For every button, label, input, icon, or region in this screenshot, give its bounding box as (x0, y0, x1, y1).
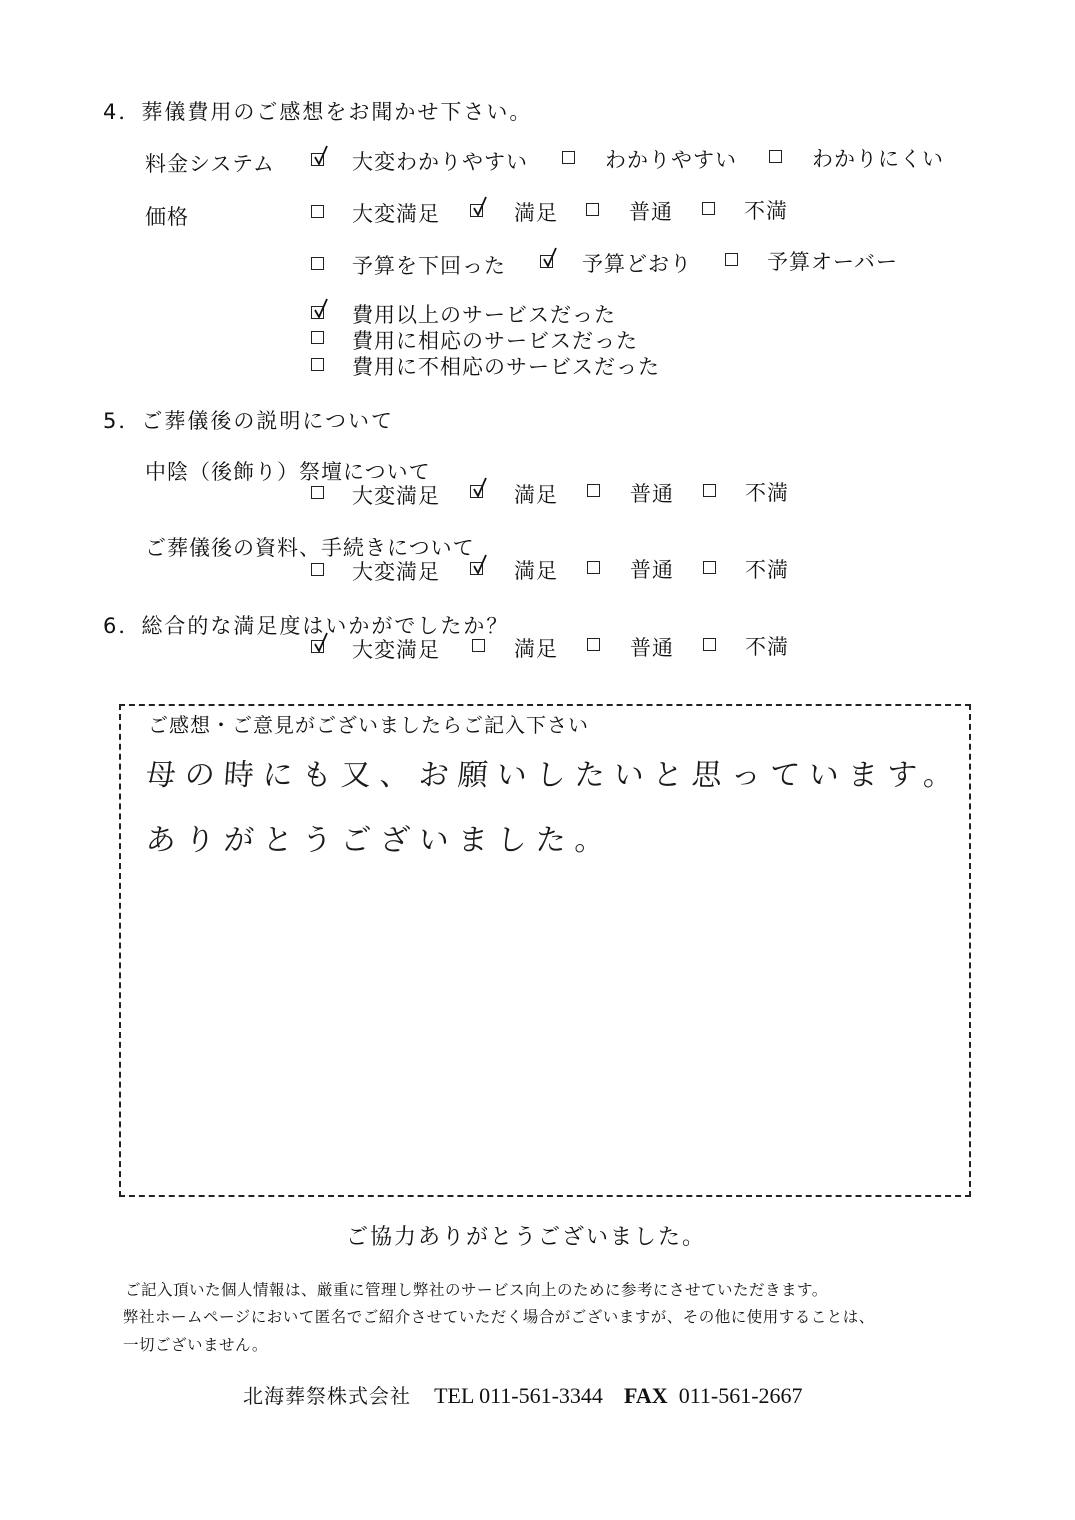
check-mark-icon (543, 247, 557, 267)
checkbox[interactable] (472, 639, 485, 652)
option-label: 満足 (514, 201, 558, 225)
checkbox[interactable] (540, 255, 553, 268)
documents-label: ご葬儀後の資料、手続きについて (145, 536, 475, 560)
check-mark-icon (473, 196, 487, 216)
option-label: 不満 (745, 481, 789, 505)
privacy-note-line-2: 弊社ホームページにおいて匿名でご紹介させていただく場合がございますが、その他に使用することは、 (123, 1308, 875, 1326)
option-label: 不満 (745, 635, 789, 659)
option-label: 大変満足 (352, 484, 440, 508)
pricing-system-label: 料金システム (145, 152, 275, 176)
comment-box-heading: ご感想・ご意見がございましたらご記入下さい (148, 713, 589, 737)
check-mark-icon (314, 145, 328, 165)
option-label: わかりにくい (812, 147, 944, 171)
checkbox[interactable] (311, 205, 324, 218)
check-mark-icon (473, 554, 487, 574)
option-label: 大変わかりやすい (352, 150, 528, 174)
checkbox[interactable] (311, 153, 324, 166)
option-label: 満足 (514, 637, 558, 661)
check-mark-icon (314, 632, 328, 652)
checkbox[interactable] (703, 484, 716, 497)
option-label: 大変満足 (352, 638, 440, 662)
option-label: わかりやすい (605, 148, 737, 172)
option-label: 費用に不相応のサービスだった (352, 355, 660, 379)
question-6-title: 6．総合的な満足度はいかがでしたか？ (103, 614, 510, 638)
company-footer (243, 1380, 803, 1409)
check-mark-icon (314, 298, 328, 318)
option-label: 費用以上のサービスだった (352, 303, 616, 327)
tel-number: TEL 011-561-3344 (434, 1383, 603, 1408)
option-label: 普通 (630, 636, 674, 660)
altar-label: 中陰（後飾り）祭壇について (145, 460, 431, 484)
checkbox[interactable] (587, 561, 600, 574)
company-name: 北海葬祭株式会社 (243, 1384, 411, 1408)
checkbox[interactable] (725, 253, 738, 266)
option-label: 大変満足 (352, 202, 440, 226)
checkbox[interactable] (587, 484, 600, 497)
checkbox[interactable] (470, 562, 483, 575)
checkbox[interactable] (702, 202, 715, 215)
fax-label: FAX (624, 1383, 668, 1408)
option-label: 予算どおり (582, 252, 692, 276)
option-label: 予算オーバー (767, 250, 898, 274)
option-label: 普通 (630, 482, 674, 506)
checkbox[interactable] (470, 204, 483, 217)
option-label: 満足 (514, 483, 558, 507)
checkbox[interactable] (311, 563, 324, 576)
option-label: 大変満足 (352, 560, 440, 584)
checkbox[interactable] (311, 358, 324, 371)
option-label: 満足 (514, 559, 558, 583)
option-label: 費用に相応のサービスだった (352, 329, 638, 353)
checkbox[interactable] (562, 151, 575, 164)
handwritten-comment-line-1: 母の時にも又、お願いしたいと思っています。 (144, 758, 964, 793)
check-mark-icon (473, 477, 487, 497)
checkbox[interactable] (769, 150, 782, 163)
checkbox[interactable] (470, 485, 483, 498)
option-label: 不満 (745, 558, 789, 582)
checkbox[interactable] (587, 638, 600, 651)
question-5-title: 5．ご葬儀後の説明について (103, 409, 394, 433)
checkbox[interactable] (703, 638, 716, 651)
option-label: 普通 (630, 558, 674, 582)
option-label: 普通 (629, 200, 673, 224)
question-4-title: 4．葬儀費用のご感想をお聞かせ下さい。 (103, 100, 533, 124)
option-label: 予算を下回った (352, 254, 506, 278)
thanks-message: ご協力ありがとうございました。 (346, 1225, 707, 1250)
checkbox[interactable] (586, 203, 599, 216)
checkbox[interactable] (311, 640, 324, 653)
checkbox[interactable] (311, 486, 324, 499)
privacy-note-line-3: 一切ございません。 (123, 1336, 268, 1354)
checkbox[interactable] (703, 561, 716, 574)
checkbox[interactable] (311, 306, 324, 319)
option-label: 不満 (744, 199, 788, 223)
checkbox[interactable] (311, 331, 324, 344)
handwritten-comment-line-2: ありがとうございました。 (144, 823, 615, 858)
checkbox[interactable] (311, 257, 324, 270)
price-label: 価格 (145, 205, 189, 229)
fax-number: 011-561-2667 (678, 1383, 803, 1408)
privacy-note-line-1: ご記入頂いた個人情報は、厳重に管理し弊社のサービス向上のために参考にさせていただきます。 (125, 1281, 828, 1299)
